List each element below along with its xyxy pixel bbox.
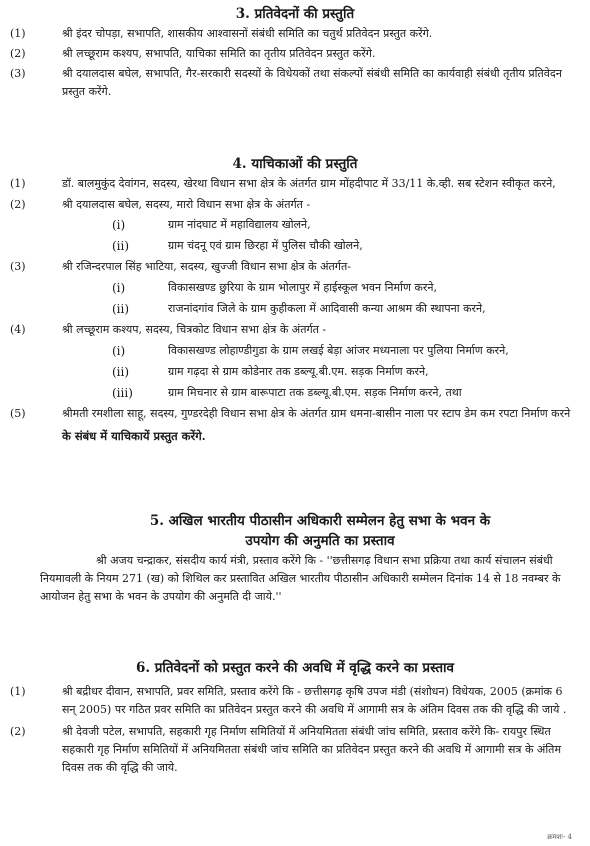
page-footer: क्रमशः- 4 — [547, 833, 572, 841]
item-number: (1) — [10, 27, 26, 40]
item-number: (2) — [10, 725, 26, 738]
item-text: श्री दयालदास बघेल, सभापति, गैर-सरकारी सदस्यों के विधेयकों तथा संकल्पों संबंधी समिति का कार्यवाही संबंधी तृतीय प्रतिवेदन प्रस्तुत करेंगे. — [62, 67, 562, 98]
section-6-list — [0, 683, 590, 777]
item-number: (1) — [10, 685, 26, 698]
item-text: श्री देवजी पटेल, सभापति, सहकारी गृह निर्माण समितियों में अनियमितता संबंधी जांच समिति, प्रस्ताव करेंगे कि- रायपुर स्थित सहकारी गृह निर्माण समितियों में अनियमितता संबंधी जांच समिति का प्रतिवेदन प्रस्तुत करने की अवधि में आगामी सत्र के अंतिम दिवस तक की वृद्धि की जाये. — [62, 725, 562, 774]
section-6-heading: 6. प्रतिवेदनों को प्रस्तुत करने की अवधि में वृद्धि करने का प्रस्ताव — [135, 660, 455, 676]
sub-item — [0, 237, 590, 255]
item-text: श्रीमती रमशीला साहू, सदस्य, गुण्डरदेही विधान सभा क्षेत्र के अंतर्गत ग्राम धमना-बासीन नाला पर स्टाप डेम कम रपटा निर्माण करने — [62, 407, 571, 420]
list-item — [0, 258, 590, 276]
sub-item-number: (i) — [112, 281, 126, 295]
list-item — [0, 175, 590, 193]
item-text: श्री रजिन्दरपाल सिंह भाटिया, सदस्य, खुज्जी विधान सभा क्षेत्र के अंतर्गत- — [62, 260, 351, 273]
item-number: (3) — [10, 67, 26, 80]
section-4-closing: के संबंध में याचिकायें प्रस्तुत करेंगे. — [62, 429, 206, 443]
list-item — [0, 25, 590, 43]
sub-item-text: ग्राम गढ़दा से ग्राम कोडेनार तक डब्ल्यू.बी.एम. सड़क निर्माण करने, — [168, 365, 429, 378]
section-4-heading: 4. याचिकाओं की प्रस्तुति — [232, 156, 358, 172]
sub-item — [0, 300, 590, 318]
sub-item-number: (ii) — [112, 239, 130, 253]
item-number: (1) — [10, 177, 26, 190]
list-item — [0, 196, 590, 214]
item-text: श्री बद्रीधर दीवान, सभापति, प्रवर समिति, प्रस्ताव करेंगे कि - छत्तीसगढ़ कृषि उपज मंडी (संशोधन) विधेयक, 2005 (क्रमांक 6 सन् 2005) पर गठित प्रवर समिति का प्रतिवेदन प्रस्तुत करने की अवधि में आगामी सत्र के अंतिम दिवस तक की वृद्धि की जाये . — [62, 685, 567, 716]
list-item — [0, 321, 590, 339]
sub-item — [0, 384, 590, 402]
sub-item-text: ग्राम चंदनू एवं ग्राम छिरहा में पुलिस चौकी खोलने, — [168, 239, 363, 252]
sub-item-number: (iii) — [112, 386, 133, 400]
section-5-heading-line-1: 5. अखिल भारतीय पीठासीन अधिकारी सम्मेलन हेतु सभा के भवन के — [149, 513, 491, 529]
sub-item-number: (ii) — [112, 302, 130, 316]
item-number: (4) — [10, 323, 26, 336]
list-item — [0, 65, 590, 101]
sub-item-number: (ii) — [112, 365, 130, 379]
sub-item-text: राजनांदगांव जिले के ग्राम कुहीकला में आदिवासी कन्या आश्रम की स्थापना करने, — [168, 302, 486, 315]
section-3-heading: 3. प्रतिवेदनों की प्रस्तुति — [235, 6, 355, 22]
item-text: श्री लच्छूराम कश्यप, सभापति, याचिका समिति का तृतीय प्रतिवेदन प्रस्तुत करेंगे. — [62, 47, 376, 60]
item-number: (3) — [10, 260, 26, 273]
item-text: श्री दयालदास बघेल, सदस्य, मारो विधान सभा क्षेत्र के अंतर्गत - — [62, 198, 311, 211]
section-4-list — [0, 175, 590, 445]
section-5-heading — [80, 512, 560, 550]
list-item — [0, 45, 590, 63]
sub-item-text: विकासखण्ड लोहाण्डीगुडा के ग्राम लखई बेड़ा आंजर मध्यनाला पर पुलिया निर्माण करने, — [168, 344, 509, 357]
sub-item — [0, 363, 590, 381]
sub-item-text: ग्राम नांदघाट में महाविद्यालय खोलने, — [168, 218, 311, 231]
item-text: डॉ. बालमुकुंद देवांगन, सदस्य, खेरथा विधान सभा क्षेत्र के अंतर्गत ग्राम मोंहदीपाट में 33/11 के.व्ही. सब स्टेशन स्वीकृत करने, — [62, 177, 556, 190]
section-3-list — [0, 25, 590, 101]
list-item — [0, 723, 590, 777]
sub-item — [0, 216, 590, 234]
section-5-paragraph: श्री अजय चन्द्राकर, संसदीय कार्य मंत्री, प्रस्ताव करेंगे कि - ''छत्तीसगढ़ विधान सभा प्रक्रिया तथा कार्य संचालन संबंधी नियमावली के नियम 271 (ख) को शिथिल कर प्रस्तावित अखिल भारतीय पीठासीन अधिकारी सम्मेलन दिनांक 14 से 18 नवम्बर के आयोजन हेतु सभा के भवन के उपयोग की अनुमति दी जाये.'' — [40, 554, 561, 603]
sub-item — [0, 279, 590, 297]
sub-item-text: विकासखण्ड छुरिया के ग्राम भोलापुर में हाईस्कूल भवन निर्माण करने, — [168, 281, 437, 294]
list-item — [0, 405, 590, 423]
item-number: (5) — [10, 407, 26, 420]
sub-item-number: (i) — [112, 218, 126, 232]
sub-item-text: ग्राम मिचनार से ग्राम बारूपाटा तक डब्ल्यू.बी.एम. सड़क निर्माण करने, तथा — [168, 386, 462, 399]
sub-item-number: (i) — [112, 344, 126, 358]
item-number: (2) — [10, 198, 26, 211]
item-text: श्री लच्छूराम कश्यप, सदस्य, चित्रकोट विधान सभा क्षेत्र के अंतर्गत - — [62, 323, 327, 336]
item-number: (2) — [10, 47, 26, 60]
item-text: श्री इंदर चोपड़ा, सभापति, शासकीय आश्वासनों संबंधी समिति का चतुर्थ प्रतिवेदन प्रस्तुत करेंगे. — [62, 27, 433, 40]
list-item — [0, 683, 590, 719]
section-5-heading-line-2: उपयोग की अनुमति का प्रस्ताव — [245, 533, 395, 549]
sub-item — [0, 342, 590, 360]
